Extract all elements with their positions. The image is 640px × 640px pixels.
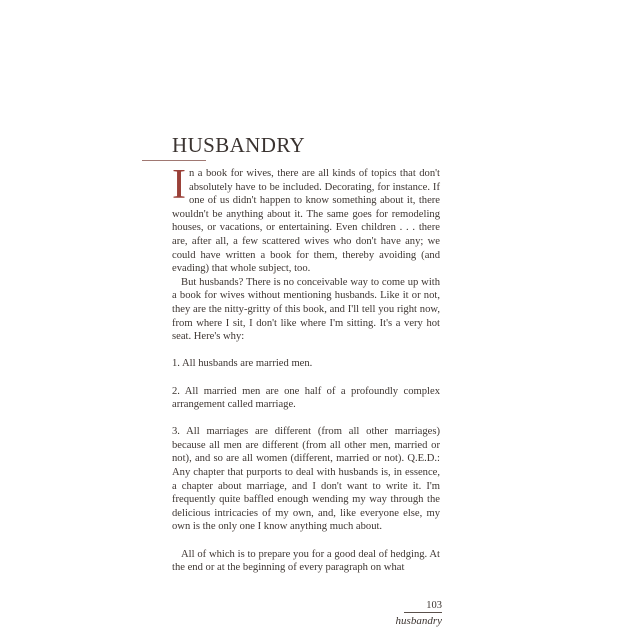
paragraph-gap: [172, 371, 440, 385]
paragraph-gap: [172, 344, 440, 358]
paragraph-husbands: But husbands? There is no conceivable way to come up with a book for wives without mentioning husbands. Like it or not, they are the nitty-gritty of this book, and I'll tell you right now, from where I sit, I don't like where I'm sitting. It's a very hot seat. Here's why:: [172, 276, 440, 343]
footer-rule: [404, 612, 442, 613]
list-item-3: 3. All marriages are different (from all other marriages) because all men are different (from all other men, married or not), and so are all women (different, married or not). Q.E.D.: Any chapter that purports to deal with husbands is, in essence, a chapter about marriage, and I don't want to write it. I'm frequently quite baffled enough wending my way through the delicious intricacies of my own, and, like everyone else, my own is the only one I know anything much about.: [172, 426, 440, 533]
paragraph-hedging: All of which is to prepare you for a good deal of hedging. At the end or at the beginning of every paragraph on what: [172, 548, 440, 574]
paragraph-opening: [172, 162, 440, 276]
paragraph-gap: [172, 412, 440, 426]
paragraph-gap: [172, 534, 440, 548]
chapter-body: [172, 162, 440, 575]
paragraph-opening-text: n a book for wives, there are all kinds of topics that don't absolutely have to be included. Decorating, for instance. If one of us didn't happen to know something about it, there wouldn't be anything about it. The same goes for remodeling houses, or vacations, or entertaining. Even children . . . there are, after all, a few scattered wives who don't have any; we could have written a book for them, thereby avoiding (and evading) that whole subject, too.: [172, 168, 440, 275]
chapter-title: HUSBANDRY: [172, 133, 306, 157]
running-footer-title: husbandry: [395, 615, 442, 627]
title-rule: [142, 160, 206, 161]
page-number: 103: [426, 600, 442, 611]
list-item-2: 2. All married men are one half of a profoundly complex arrangement called marriage.: [172, 385, 440, 411]
list-item-1: 1. All husbands are married men.: [172, 358, 313, 370]
drop-cap: I: [172, 162, 186, 208]
